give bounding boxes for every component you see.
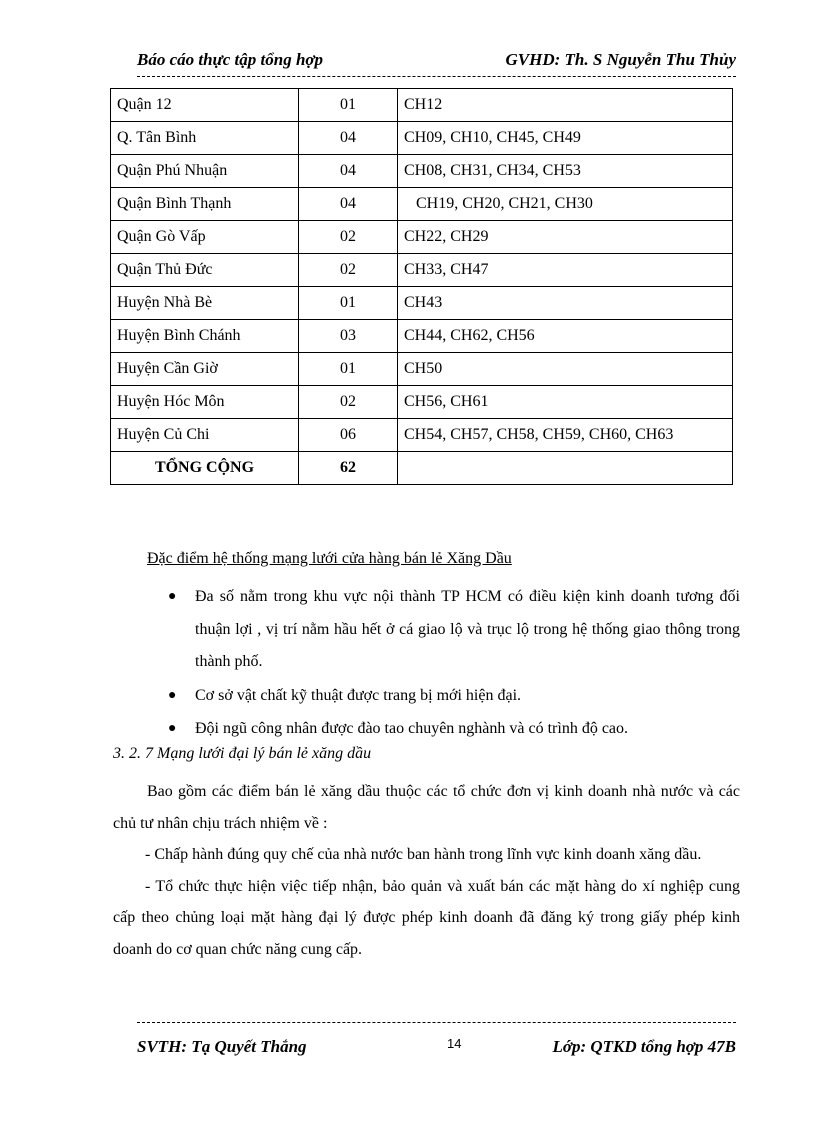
- stores-cell: CH19, CH20, CH21, CH30: [398, 188, 733, 221]
- subheading: 3. 2. 7 Mạng lưới đại lý bán lẻ xăng dầu: [113, 745, 372, 762]
- section-title: Đặc điểm hệ thống mạng lưới cửa hàng bán lẻ Xăng Dầu: [147, 550, 512, 567]
- bullet-text: Cơ sở vật chất kỹ thuật được trang bị mới hiện đại.: [195, 686, 522, 704]
- stores-cell: CH08, CH31, CH34, CH53: [398, 155, 733, 188]
- count-cell: 02: [299, 254, 398, 287]
- stores-cell: CH44, CH62, CH56: [398, 320, 733, 353]
- table-row: [111, 89, 733, 122]
- district-cell: Quận Thủ Đức: [111, 254, 299, 287]
- district-cell: Huyện Hóc Môn: [111, 386, 299, 419]
- table-row: [111, 419, 733, 452]
- district-cell: Quận 12: [111, 89, 299, 122]
- body-text: [113, 776, 740, 965]
- district-cell: Q. Tân Bình: [111, 122, 299, 155]
- header-report-title: Báo cáo thực tập tổng hợp: [137, 50, 324, 69]
- district-cell: Quận Phú Nhuận: [111, 155, 299, 188]
- count-cell: 01: [299, 353, 398, 386]
- stores-cell: CH50: [398, 353, 733, 386]
- stores-cell: CH54, CH57, CH58, CH59, CH60, CH63: [398, 419, 733, 452]
- footer-class: Lớp: QTKD tổng hợp 47B: [552, 1037, 736, 1056]
- paragraph: - Chấp hành đúng quy chế của nhà nước ban hành trong lĩnh vực kinh doanh xăng dầu.: [145, 846, 702, 863]
- count-cell: 02: [299, 386, 398, 419]
- total-empty-cell: [398, 452, 733, 485]
- count-cell: 01: [299, 287, 398, 320]
- header-supervisor: GVHD: Th. S Nguyễn Thu Thủy: [505, 50, 736, 69]
- table-body: [111, 89, 733, 485]
- bullet-icon: ●: [168, 589, 177, 604]
- table-row: [111, 155, 733, 188]
- table-row: [111, 353, 733, 386]
- table-row: [111, 188, 733, 221]
- count-cell: 03: [299, 320, 398, 353]
- total-count: 62: [299, 452, 398, 485]
- table-row: [111, 287, 733, 320]
- count-cell: 04: [299, 155, 398, 188]
- bullet-icon: ●: [168, 687, 177, 703]
- district-cell: Huyện Cần Giờ: [111, 353, 299, 386]
- table-row: [111, 386, 733, 419]
- district-cell: Quận Gò Vấp: [111, 221, 299, 254]
- page-number: 14: [447, 1036, 462, 1051]
- count-cell: 06: [299, 419, 398, 452]
- total-label: TỔNG CỘNG: [111, 452, 299, 485]
- table-total-row: [111, 452, 733, 485]
- district-cell: Huyện Củ Chi: [111, 419, 299, 452]
- footer-student: SVTH: Tạ Quyết Thắng: [137, 1037, 307, 1056]
- stores-cell: CH56, CH61: [398, 386, 733, 419]
- bullet-icon: ●: [168, 721, 177, 736]
- table-row: [111, 122, 733, 155]
- count-cell: 04: [299, 188, 398, 221]
- bullet-list: [165, 581, 740, 747]
- stores-cell: CH12: [398, 89, 733, 122]
- table-row: [111, 254, 733, 287]
- bullet-text: Đội ngũ công nhân được đào tao chuyên nghành và có trình độ cao.: [195, 720, 629, 737]
- page-header: [137, 50, 736, 77]
- count-cell: 02: [299, 221, 398, 254]
- list-item: [165, 680, 740, 713]
- store-distribution-table: [110, 88, 733, 485]
- stores-cell: CH43: [398, 287, 733, 320]
- district-cell: Huyện Bình Chánh: [111, 320, 299, 353]
- count-cell: 01: [299, 89, 398, 122]
- list-item: [165, 713, 740, 746]
- stores-cell: CH33, CH47: [398, 254, 733, 287]
- paragraph: Bao gồm các điểm bán lẻ xăng dầu thuộc các tổ chức đơn vị kinh doanh nhà nước và các chủ tư nhân chịu trách nhiệm về :: [113, 783, 740, 832]
- district-cell: Huyện Nhà Bè: [111, 287, 299, 320]
- count-cell: 04: [299, 122, 398, 155]
- district-cell: Quận Bình Thạnh: [111, 188, 299, 221]
- paragraph: - Tổ chức thực hiện việc tiếp nhận, bảo quản và xuất bán các mặt hàng do xí nghiệp cung cấp theo chủng loại mặt hàng đại lý được phép kinh doanh đã đăng ký trong giấy phép kinh doanh do cơ quan chức năng cung cấp.: [113, 877, 740, 958]
- stores-cell: CH22, CH29: [398, 221, 733, 254]
- list-item: [165, 581, 740, 679]
- stores-cell: CH09, CH10, CH45, CH49: [398, 122, 733, 155]
- table-row: [111, 221, 733, 254]
- page-footer: [137, 1022, 736, 1063]
- bullet-text: Đa số nằm trong khu vực nội thành TP HCM có điều kiện kinh doanh tương đối thuận lợi , vị trí nằm hầu hết ở cá giao lộ và trục lộ trong hệ thống giao thông trong thành phố.: [195, 588, 740, 670]
- table-row: [111, 320, 733, 353]
